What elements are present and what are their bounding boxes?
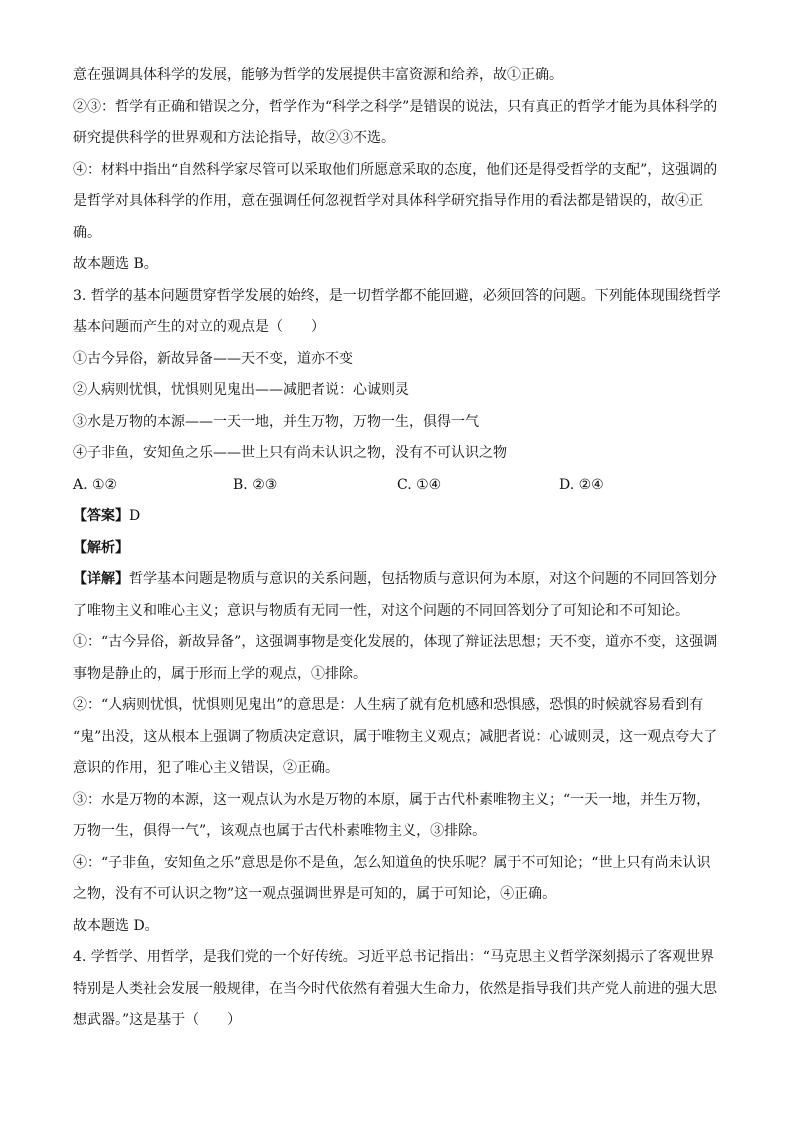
text-line: 意在强调具体科学的发展，能够为哲学的发展提供丰富资源和给养，故①正确。 <box>73 67 563 83</box>
text-line: 事物是静止的，属于形而上学的观点，①排除。 <box>73 666 367 682</box>
question-4-stem-end: 想武器。”这是基于（ ） <box>73 1012 242 1028</box>
text-line: 是哲学对具体科学的作用，意在强调任何忽视哲学对具体科学研究指导作用的看法都是错误的，故④正 <box>73 193 703 209</box>
text-line: 意识的作用，犯了唯心主义错误，②正确。 <box>73 760 339 776</box>
text-line: “鬼”出没，这从根本上强调了物质决定意识，属于唯物主义观点；减肥者说：心诚则灵，这一观点夸大了 <box>73 729 718 745</box>
text-line: ②③：哲学有正确和错误之分，哲学作为“科学之科学”是错误的说法，只有真正的哲学才能为具体科学的 <box>73 99 718 115</box>
text-line: 万物一生，俱得一气”，该观点也属于古代朴素唯物主义，③排除。 <box>73 823 487 839</box>
statement-1: ①古今异俗，新故异备——天不变，道亦不变 <box>73 351 353 367</box>
option-c: C. ①④ <box>397 477 442 493</box>
question-3-stem-cont: 基本问题而产生的对立的观点是（ ） <box>73 319 325 335</box>
statement-4: ④子非鱼，安知鱼之乐——世上只有尚未认识之物，没有不可认识之物 <box>73 445 507 461</box>
question-4-stem-cont: 特别是人类社会发展一般规律，在当今时代依然有着强大生命力，依然是指导我们共产党人前进的强大思 <box>73 981 717 997</box>
analysis-tag: 【解析】 <box>73 540 129 556</box>
text-line: ③：水是万物的本源，这一观点认为水是万物的本原，属于古代朴素唯物主义；“一天一地，并生万物， <box>73 792 711 808</box>
detail-text: 哲学基本问题是物质与意识的关系问题，包括物质与意识何为本原，对这个问题的不同回答划分 <box>129 571 717 587</box>
text-line: ①：“古今异俗，新故异备”，这强调事物是变化发展的，体现了辩证法思想；天不变，道亦不变，这强调 <box>73 634 718 650</box>
text-line: 确。 <box>73 225 101 241</box>
text-line: 故本题选 D。 <box>73 918 159 934</box>
answer-line <box>73 507 733 525</box>
answer-tag: 【答案】 <box>73 508 129 524</box>
text-line: 研究提供科学的世界观和方法论指导，故②③不选。 <box>73 130 395 146</box>
question-3-stem: 3. 哲学的基本问题贯穿哲学发展的始终，是一切哲学都不能回避，必须回答的问题。下列能体现围绕哲学 <box>73 288 721 304</box>
analysis-line <box>73 539 733 557</box>
answer-value: D <box>129 508 141 524</box>
text-line: 之物，没有不可认识之物”这一观点强调世界是可知的，属于可知论，④正确。 <box>73 886 557 902</box>
option-d: D. ②④ <box>559 477 604 493</box>
detail-tag: 【详解】 <box>73 571 129 587</box>
text-line: ②：“人病则忧惧，忧惧则见鬼出”的意思是：人生病了就有危机感和恐惧感，恐惧的时候就容易看到有 <box>73 697 704 713</box>
statement-3: ③水是万物的本源——一天一地，并生万物，万物一生，俱得一气 <box>73 414 479 430</box>
statement-2: ②人病则忧惧，忧惧则见鬼出——减肥者说：心诚则灵 <box>73 382 409 398</box>
text-line: 了唯物主义和唯心主义；意识与物质有无同一性，对这个问题的不同回答划分了可知论和不可知论。 <box>73 603 689 619</box>
option-a: A. ①② <box>73 477 118 493</box>
text-line: 故本题选 B。 <box>73 256 158 272</box>
option-b: B. ②③ <box>233 477 278 493</box>
detail-line <box>73 570 733 588</box>
text-line: ④：“子非鱼，安知鱼之乐”意思是你不是鱼，怎么知道鱼的快乐呢？属于不可知论；“世上只有尚未认识 <box>73 855 711 871</box>
text-line: ④：材料中指出“自然科学家尽管可以采取他们所愿意采取的态度，他们还是得受哲学的支配”，这强调的 <box>73 162 718 178</box>
question-4-stem: 4. 学哲学、用哲学，是我们党的一个好传统。习近平总书记指出：“马克思主义哲学深刻揭示了客观世界 <box>73 949 714 965</box>
